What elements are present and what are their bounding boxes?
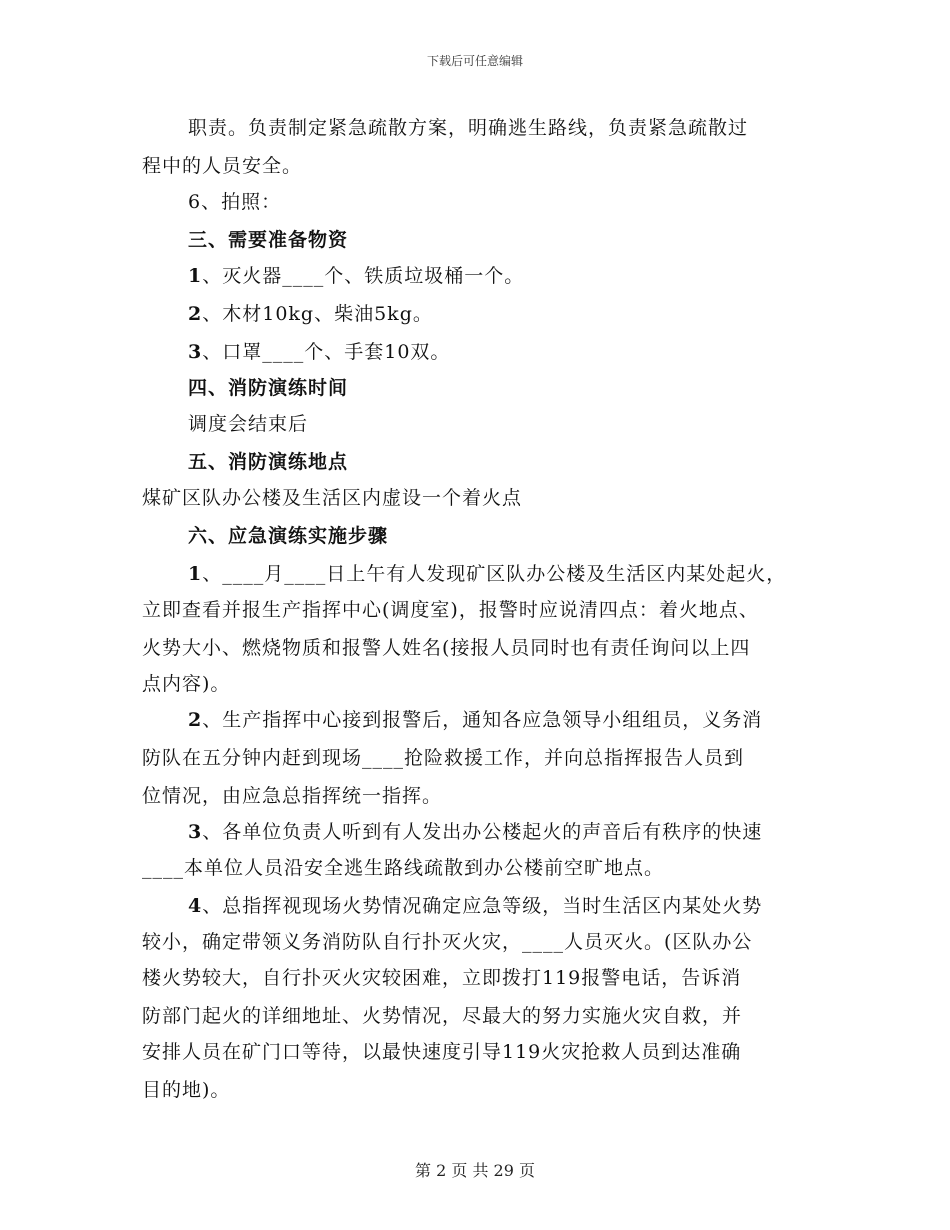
page-number: 第 2 页 共 29 页 [415,1161,535,1180]
list-item [188,708,762,732]
item-text: 、____月____日上午有人发现矿区队办公楼及生活区内某处起火， [202,563,787,585]
item-number: 1 [188,265,203,287]
paragraph-line: 楼火势较大，自行扑灭火灾较困难，立即拨打119报警电话，告诉消 [142,967,742,989]
item-text: 、各单位负责人听到有人发出办公楼起火的声音后有秩序的快速 [202,821,763,843]
section-heading: 四、消防演练时间 [188,377,349,399]
paragraph-line: 防部门起火的详细地址、火势情况，尽最大的努力实施火灾自救，并 [142,1005,743,1027]
item-number: 2 [188,709,203,731]
paragraph-line: 6、拍照： [188,191,282,213]
page-header: 下载后可任意编辑 [426,54,523,68]
item-number: 2 [188,303,203,325]
paragraph-line: 职责。负责制定紧急疏散方案，明确逃生路线，负责紧急疏散过 [188,117,749,139]
list-item [188,820,762,844]
list-item [188,562,786,586]
item-text: 、总指挥视现场火势情况确定应急等级，当时生活区内某处火势 [202,895,763,917]
paragraph-line: 调度会结束后 [188,413,309,435]
item-text: 、口罩____个、手套10双。 [202,341,451,363]
list-item [188,894,762,918]
paragraph-line: 目的地)。 [142,1079,231,1101]
item-number: 3 [188,821,203,843]
paragraph-line: 煤矿区队办公楼及生活区内虚设一个着火点 [142,487,523,509]
paragraph-line: 位情况，由应急总指挥统一指挥。 [142,785,443,807]
item-text: 、木材10kg、柴油5kg。 [202,303,433,325]
item-number: 3 [188,341,203,363]
section-heading: 五、消防演练地点 [188,451,349,473]
paragraph-line: 安排人员在矿门口等待，以最快速度引导119火灾抢救人员到达准确 [142,1041,742,1063]
paragraph-line: 立即查看并报生产指挥中心(调度室)，报警时应说清四点：着火地点、 [142,599,759,621]
item-text: 、灭火器____个、铁质垃圾桶一个。 [202,265,525,287]
paragraph-line: 防队在五分钟内赶到现场____抢险救援工作，并向总指挥报告人员到 [142,747,745,769]
item-number: 1 [188,563,203,585]
paragraph-line: 火势大小、燃烧物质和报警人姓名(接报人员同时也有责任询问以上四 [142,637,751,659]
paragraph-line: ____本单位人员沿安全逃生路线疏散到办公楼前空旷地点。 [142,857,665,879]
list-item [188,340,450,364]
paragraph-line: 程中的人员安全。 [142,155,303,177]
paragraph-line: 点内容)。 [142,673,231,695]
list-item [188,302,433,326]
item-text: 、生产指挥中心接到报警后，通知各应急领导小组组员，义务消 [202,709,763,731]
list-item [188,264,524,288]
section-heading: 三、需要准备物资 [188,229,349,251]
section-heading: 六、应急演练实施步骤 [188,525,389,547]
item-number: 4 [188,895,203,917]
paragraph-line: 较小，确定带领义务消防队自行扑灭火灾，____人员灭火。(区队办公 [142,931,753,953]
